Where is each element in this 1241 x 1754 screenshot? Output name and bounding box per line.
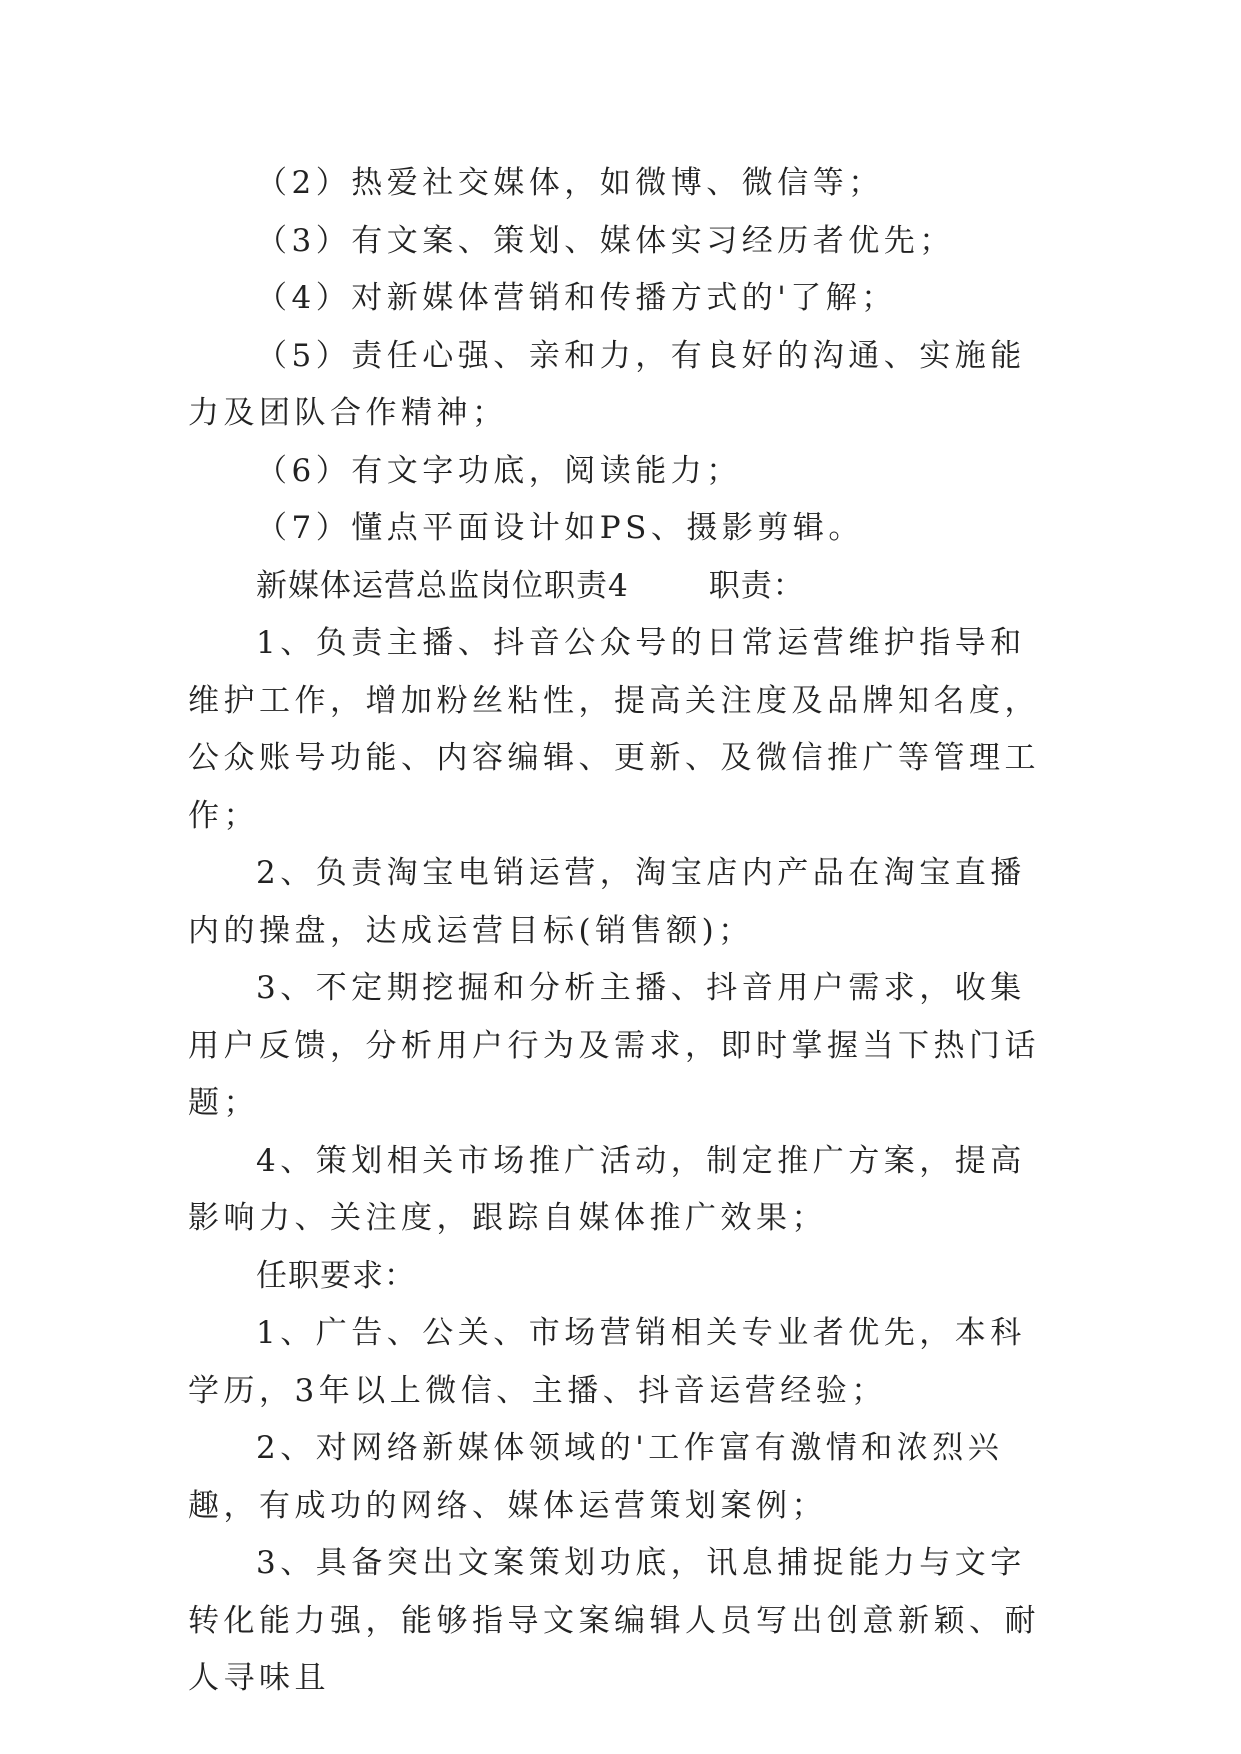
paragraph: （3）有文案、策划、媒体实习经历者优先； xyxy=(256,222,955,259)
duty-item: 4、策划相关市场推广活动，制定推广方案，提高影响力、关注度，跟踪自媒体推广效果； xyxy=(188,1142,1026,1236)
requirement-item: 2、对网络新媒体领域的'工作富有激情和浓烈兴趣，有成功的网络、媒体运营策划案例； xyxy=(188,1430,1004,1524)
paragraph: （6）有文字功底，阅读能力； xyxy=(256,452,742,489)
paragraph: （4）对新媒体营销和传播方式的'了解； xyxy=(256,280,897,316)
requirement-item: 3、具备突出文案策划功底，讯息捕捉能力与文字转化能力强，能够指导文案编辑人员写出创意新颖、耐人寻味且 xyxy=(188,1545,1040,1696)
duty-item: 1、负责主播、抖音公众号的日常运营维护指导和维护工作，增加粉丝粘性，提高关注度及品牌知名度，公众账号功能、内容编辑、更新、及微信推广等管理工作； xyxy=(188,625,1040,834)
section-heading-title: 新媒体运营总监岗位职责4 xyxy=(256,567,629,604)
duty-item: 2、负责淘宝电销运营，淘宝店内产品在淘宝直播内的操盘，达成运营目标(销售额)； xyxy=(188,855,1026,949)
paragraph: （5）责任心强、亲和力，有良好的沟通、实施能力及团队合作精神； xyxy=(188,337,1026,431)
paragraph: （7）懂点平面设计如PS、摄影剪辑。 xyxy=(256,510,864,546)
requirements-heading: 任职要求： xyxy=(256,1257,416,1294)
section-heading xyxy=(188,558,1050,616)
requirement-item: 1、广告、公关、市场营销相关专业者优先，本科学历，3年以上微信、主播、抖音运营经验； xyxy=(188,1315,1026,1409)
document-body xyxy=(188,155,1050,1708)
paragraph: （2）热爱社交媒体，如微博、微信等； xyxy=(256,165,884,201)
section-heading-label: 职责： xyxy=(708,567,805,604)
duty-item: 3、不定期挖掘和分析主播、抖音用户需求，收集用户反馈，分析用户行为及需求，即时掌握当下热门话题； xyxy=(188,970,1040,1121)
